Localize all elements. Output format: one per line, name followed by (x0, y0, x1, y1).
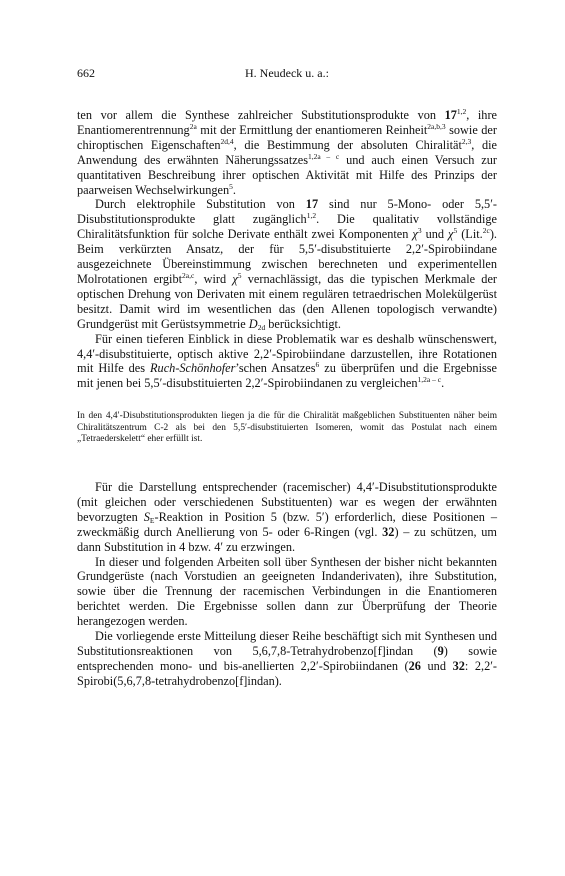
compound-ref: 9 (437, 643, 444, 658)
citation: 5 (229, 181, 233, 191)
citation: 2a,c (182, 270, 195, 280)
superscript: 5 (237, 270, 242, 280)
paragraph-3 (77, 332, 497, 392)
paper-page (77, 66, 497, 689)
text-run: , wird (194, 271, 233, 286)
citation: 1,2a – c (308, 151, 340, 161)
author-name: Ruch-Schönhofer (150, 361, 236, 376)
text-run: und (421, 227, 449, 242)
citation: 2,3 (461, 136, 472, 146)
text-run: . (232, 182, 236, 197)
citation: 2a (189, 121, 197, 131)
paragraph-5: In dieser und folgenden Arbeiten soll über Synthesen der bisher nicht bekannten Grundgerüste (nach Vorstudien an geeigneten Indanderivaten), ihre Substitution, sowie über die Trennung der racemischen Verbindungen in die Enantiomeren berichtet werden. Die Ergebnisse sollen dann zur Überprüfung der Theorie herangezogen werden. (77, 554, 497, 629)
subscript: E (149, 515, 155, 525)
chi-symbol: χ (412, 227, 418, 242)
symmetry-symbol: D (248, 316, 258, 331)
text-run: sowie der chiroptischen Eigenschaften (77, 122, 497, 152)
text-run: Für die Darstellung entsprechender (racemischer) 4,4′-Disubstitutionsprodukte (mit gleichen oder verschiedenen Substituenten) war es wegen der erwähnten bevorzugten (77, 480, 497, 524)
reaction-symbol: S (143, 509, 150, 524)
chi-symbol: χ (232, 271, 238, 286)
text-run: sind nur 5-Mono- oder 5,5′-Disubstitutionsprodukte glatt zugänglich (77, 197, 497, 227)
citation: 6 (315, 360, 320, 370)
compound-ref: 17 (444, 108, 457, 122)
text-run: , die Anwendung des erwähnten Näherungssatzes (77, 137, 497, 167)
text-run: berücksichtigt. (265, 316, 341, 331)
page-header (77, 66, 497, 82)
text-run: ). Beim verkürzten Ansatz, der für 5,5′-disubstituierte 2,2′-Spirobiindane ausgezeichnete Übereinstimmung zwischen berechneten und experimentellen Molrotationen ergibt (77, 227, 497, 286)
text-run: zu überprüfen und die Ergebnisse mit jenen bei 5,5′-disubstituierten 2,2′-Spirobiindanen zu vergleichen (77, 361, 498, 391)
citation: 1,2 (306, 211, 317, 221)
text-run: ten vor allem die Synthese zahlreicher Substitutionsprodukte von (77, 108, 445, 122)
compound-ref: 26 (408, 658, 421, 673)
citation: 1,2 (456, 107, 467, 116)
citation: 2d,4 (220, 136, 234, 146)
paragraph-6 (77, 629, 497, 689)
text-run: . (441, 376, 445, 391)
paragraph-1 (77, 108, 497, 197)
text-run: (Lit. (457, 227, 483, 242)
text-run: ) – zu schützen, um dann Substitution in 4 bzw. 4′ zu erzwingen. (77, 524, 497, 554)
text-run: ’schen Ansatzes (235, 361, 316, 376)
superscript: 3 (417, 226, 422, 236)
text-run: Die vorliegende erste Mitteilung dieser Reihe beschäftigt sich mit Synthesen und Substitutionsreaktionen von 5,6,7,8-Tetrahydrobenzo[f]indan ( (77, 629, 497, 658)
running-title: H. Neudeck u. a.: (245, 66, 329, 80)
superscript: 5 (453, 226, 458, 236)
compound-ref: 17 (305, 197, 319, 212)
text-run: . Die qualitativ vollständige Chiralitätsfunktion für solche Derivate enthält zwei Komponenten (77, 212, 497, 242)
text-run: : 2,2′-Spirobi(5,6,7,8-tetrahydrobenzo[f]indan). (77, 658, 498, 688)
text-run: und auch einen Versuch zur quantitativen Beschreibung ihrer optischen Aktivität mit Hilfe des Prinzips der paarweisen Wechselwirkungen (77, 152, 497, 197)
compound-ref: 32 (382, 524, 395, 539)
citation: 2c (482, 226, 490, 236)
chi-symbol: χ (448, 227, 454, 242)
paragraph-4 (77, 480, 497, 555)
text-run: , die Bestimmung der absoluten Chiralität (233, 137, 462, 152)
text-run: und (420, 658, 453, 673)
text-run: vernachlässigt, das die typischen Merkmale der optischen Drehung von Derivaten mit einem regulären tetraedrischen Molekülgerüst besitzt. Damit wird im wesentlichen das (den Allenen topologisch verwandte) Grundgerüst mit Gerüstsymmetrie (77, 271, 498, 331)
text-run: , ihre Enantiomerentrennung (77, 108, 497, 137)
paragraph-2 (77, 197, 497, 331)
text-run: ) sowie entsprechenden mono- und bis-anellierten 2,2′-Spirobiindanen ( (77, 643, 497, 673)
small-print-note: In den 4,4′-Disubstitutionsprodukten liegen ja die für die Chiralität maßgeblichen Substituenten näher beim Chiralitätszentrum C-2 als bei den 5,5′-disubstituierten Isomeren, womit das Postulat nach einem „Tetraederskelett“ eher erfüllt ist. (77, 411, 497, 445)
text-run: mit der Ermittlung der enantiomeren Reinheit (196, 122, 428, 137)
text-run: Für einen tieferen Einblick in diese Problematik war es deshalb wünschenswert, 4,4′-disubstituierte, optisch aktive 2,2′-Spirobiindane darzustellen, ihre Rotationen mit Hilfe des (77, 331, 497, 376)
text-run: -Reaktion in Position 5 (bzw. 5′) erforderlich, diese Positionen – zweckmäßig durch Anellierung von 5- oder 6-Ringen (vgl. (77, 509, 497, 539)
subscript: 2d (257, 322, 266, 332)
compound-ref: 32 (452, 658, 465, 673)
page-number: 662 (77, 66, 95, 80)
citation: 2a,b,3 (427, 121, 446, 131)
citation: 1,2a – c (417, 375, 442, 385)
text-run: Durch elektrophile Substitution von (95, 197, 306, 212)
